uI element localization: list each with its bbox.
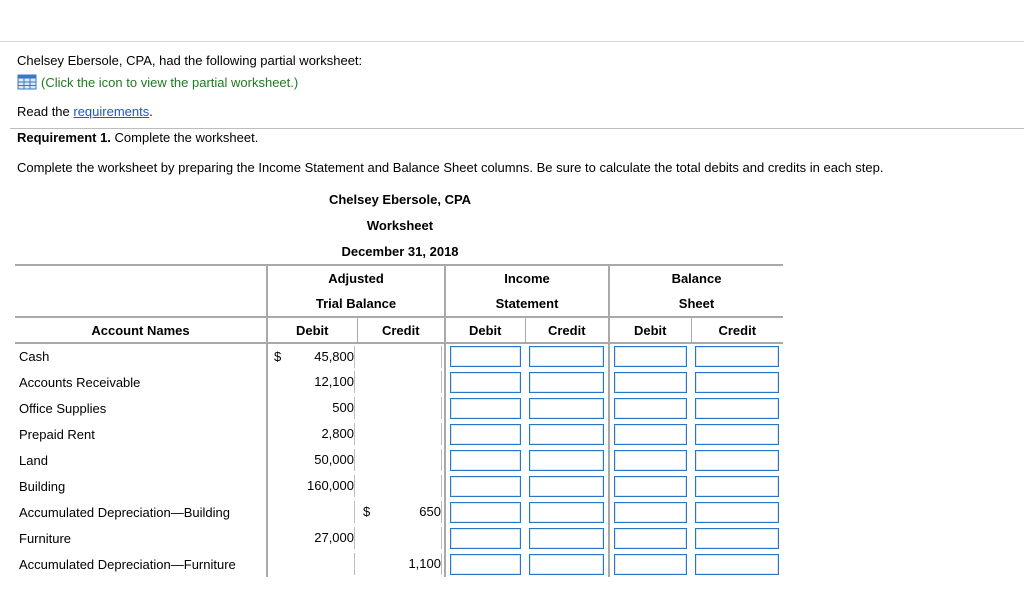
column-header-row (15, 317, 783, 343)
atb-debit-value: 160,000 (307, 478, 354, 493)
currency-symbol: $ (274, 348, 282, 364)
bs-credit-header: Credit (691, 317, 783, 343)
is-credit-input[interactable] (529, 346, 604, 367)
atb-credit-cell (357, 343, 445, 369)
worksheet-link-row[interactable] (17, 74, 298, 90)
is-debit-input[interactable] (450, 554, 521, 575)
account-name: Office Supplies (19, 400, 107, 416)
is-debit-input[interactable] (450, 372, 521, 393)
requirement-heading (17, 130, 258, 145)
section-divider (10, 128, 1024, 129)
table-row (15, 447, 783, 473)
table-row (15, 421, 783, 447)
is-group-subheader: Statement (445, 291, 609, 317)
bs-credit-input[interactable] (695, 554, 779, 575)
bs-debit-input[interactable] (614, 450, 687, 471)
requirement-text: Complete the worksheet. (110, 130, 259, 145)
bs-debit-input[interactable] (614, 424, 687, 445)
account-name: Cash (19, 349, 50, 364)
table-grid-icon[interactable] (17, 74, 37, 90)
table-row (15, 499, 783, 525)
atb-debit-cell (267, 343, 357, 369)
account-name: Land (19, 452, 48, 468)
atb-debit-value: 50,000 (314, 452, 354, 467)
table-row (15, 369, 783, 395)
bs-group-header: Balance (609, 265, 783, 291)
bs-credit-input[interactable] (695, 424, 779, 445)
bs-debit-input[interactable] (614, 346, 687, 367)
read-suffix: . (149, 104, 153, 119)
intro-text: Chelsey Ebersole, CPA, had the following partial worksheet: (17, 53, 363, 68)
atb-credit-value: 650 (419, 504, 441, 519)
account-name: Furniture (19, 530, 72, 546)
currency-symbol: $ (363, 504, 371, 519)
account-name: Accumulated Depreciation—Furniture (19, 556, 236, 572)
bs-credit-input[interactable] (695, 450, 779, 471)
atb-credit-cell (357, 551, 445, 577)
atb-credit-cell (357, 499, 445, 525)
atb-debit-value: 2,800 (321, 426, 354, 441)
table-row (15, 551, 783, 577)
account-name: Accounts Receivable (19, 374, 141, 390)
atb-credit-cell (357, 369, 445, 395)
bs-debit-input[interactable] (614, 398, 687, 419)
is-credit-input[interactable] (529, 450, 604, 471)
atb-credit-value: 1,100 (408, 556, 441, 571)
bs-credit-input[interactable] (695, 372, 779, 393)
header-group-row-2 (15, 291, 783, 317)
is-credit-header: Credit (525, 317, 609, 343)
atb-debit-cell (267, 421, 357, 447)
requirement-number: Requirement 1. (17, 130, 111, 145)
bs-credit-input[interactable] (695, 528, 779, 549)
is-debit-header: Debit (445, 317, 525, 343)
is-credit-input[interactable] (529, 528, 604, 549)
atb-group-header: Adjusted (267, 265, 445, 291)
is-debit-input[interactable] (450, 450, 521, 471)
atb-debit-header: Debit (267, 317, 357, 343)
bs-debit-input[interactable] (614, 372, 687, 393)
is-credit-input[interactable] (529, 554, 604, 575)
read-requirements-row (17, 104, 153, 119)
atb-debit-cell (267, 447, 357, 473)
read-prefix: Read the (17, 104, 74, 119)
is-credit-input[interactable] (529, 424, 604, 445)
atb-debit-cell (267, 395, 357, 421)
is-credit-input[interactable] (529, 398, 604, 419)
bs-debit-input[interactable] (614, 476, 687, 497)
account-names-header: Account Names (15, 317, 267, 343)
bs-debit-input[interactable] (614, 528, 687, 549)
table-row (15, 395, 783, 421)
bs-credit-input[interactable] (695, 398, 779, 419)
table-row (15, 343, 783, 369)
requirements-link[interactable]: requirements (73, 104, 150, 119)
atb-credit-header: Credit (357, 317, 445, 343)
atb-credit-cell (357, 421, 445, 447)
atb-debit-cell (267, 525, 357, 551)
bs-group-subheader: Sheet (609, 291, 783, 317)
instructions-text: Complete the worksheet by preparing the Income Statement and Balance Sheet columns. Be sure to calculate the total debits and credits in each step. (17, 160, 884, 175)
worksheet-company: Chelsey Ebersole, CPA (328, 192, 472, 207)
atb-debit-value: 45,800 (314, 348, 354, 364)
atb-credit-cell (357, 395, 445, 421)
header-group-row-1 (15, 265, 783, 291)
bs-credit-input[interactable] (695, 476, 779, 497)
is-group-header: Income (445, 265, 609, 291)
atb-debit-value: 500 (332, 400, 354, 415)
worksheet-title: Worksheet (366, 218, 434, 233)
is-credit-input[interactable] (529, 502, 604, 523)
atb-debit-value: 12,100 (314, 374, 354, 389)
bs-credit-input[interactable] (695, 502, 779, 523)
account-name: Building (19, 478, 66, 494)
atb-debit-value: 27,000 (314, 530, 354, 545)
bs-debit-header: Debit (609, 317, 691, 343)
is-debit-input[interactable] (450, 398, 521, 419)
atb-credit-cell (357, 473, 445, 499)
table-row (15, 525, 783, 551)
is-credit-input[interactable] (529, 476, 604, 497)
is-debit-input[interactable] (450, 502, 521, 523)
is-debit-input[interactable] (450, 346, 521, 367)
is-debit-input[interactable] (450, 528, 521, 549)
worksheet-link-text[interactable]: (Click the icon to view the partial worksheet.) (41, 74, 299, 90)
atb-credit-cell (357, 525, 445, 551)
atb-group-subheader: Trial Balance (267, 291, 445, 317)
atb-debit-cell (267, 551, 357, 577)
is-debit-input[interactable] (450, 476, 521, 497)
bs-debit-input[interactable] (614, 502, 687, 523)
worksheet-table (15, 264, 783, 577)
is-credit-input[interactable] (529, 372, 604, 393)
atb-debit-cell (267, 473, 357, 499)
worksheet-date: December 31, 2018 (341, 244, 459, 259)
account-name: Prepaid Rent (19, 426, 95, 442)
atb-debit-cell (267, 369, 357, 395)
is-debit-input[interactable] (450, 424, 521, 445)
account-name: Accumulated Depreciation—Building (19, 504, 231, 520)
top-divider (0, 41, 1024, 42)
bs-credit-input[interactable] (695, 346, 779, 367)
table-row (15, 473, 783, 499)
bs-debit-input[interactable] (614, 554, 687, 575)
atb-credit-cell (357, 447, 445, 473)
atb-debit-cell (267, 499, 357, 525)
